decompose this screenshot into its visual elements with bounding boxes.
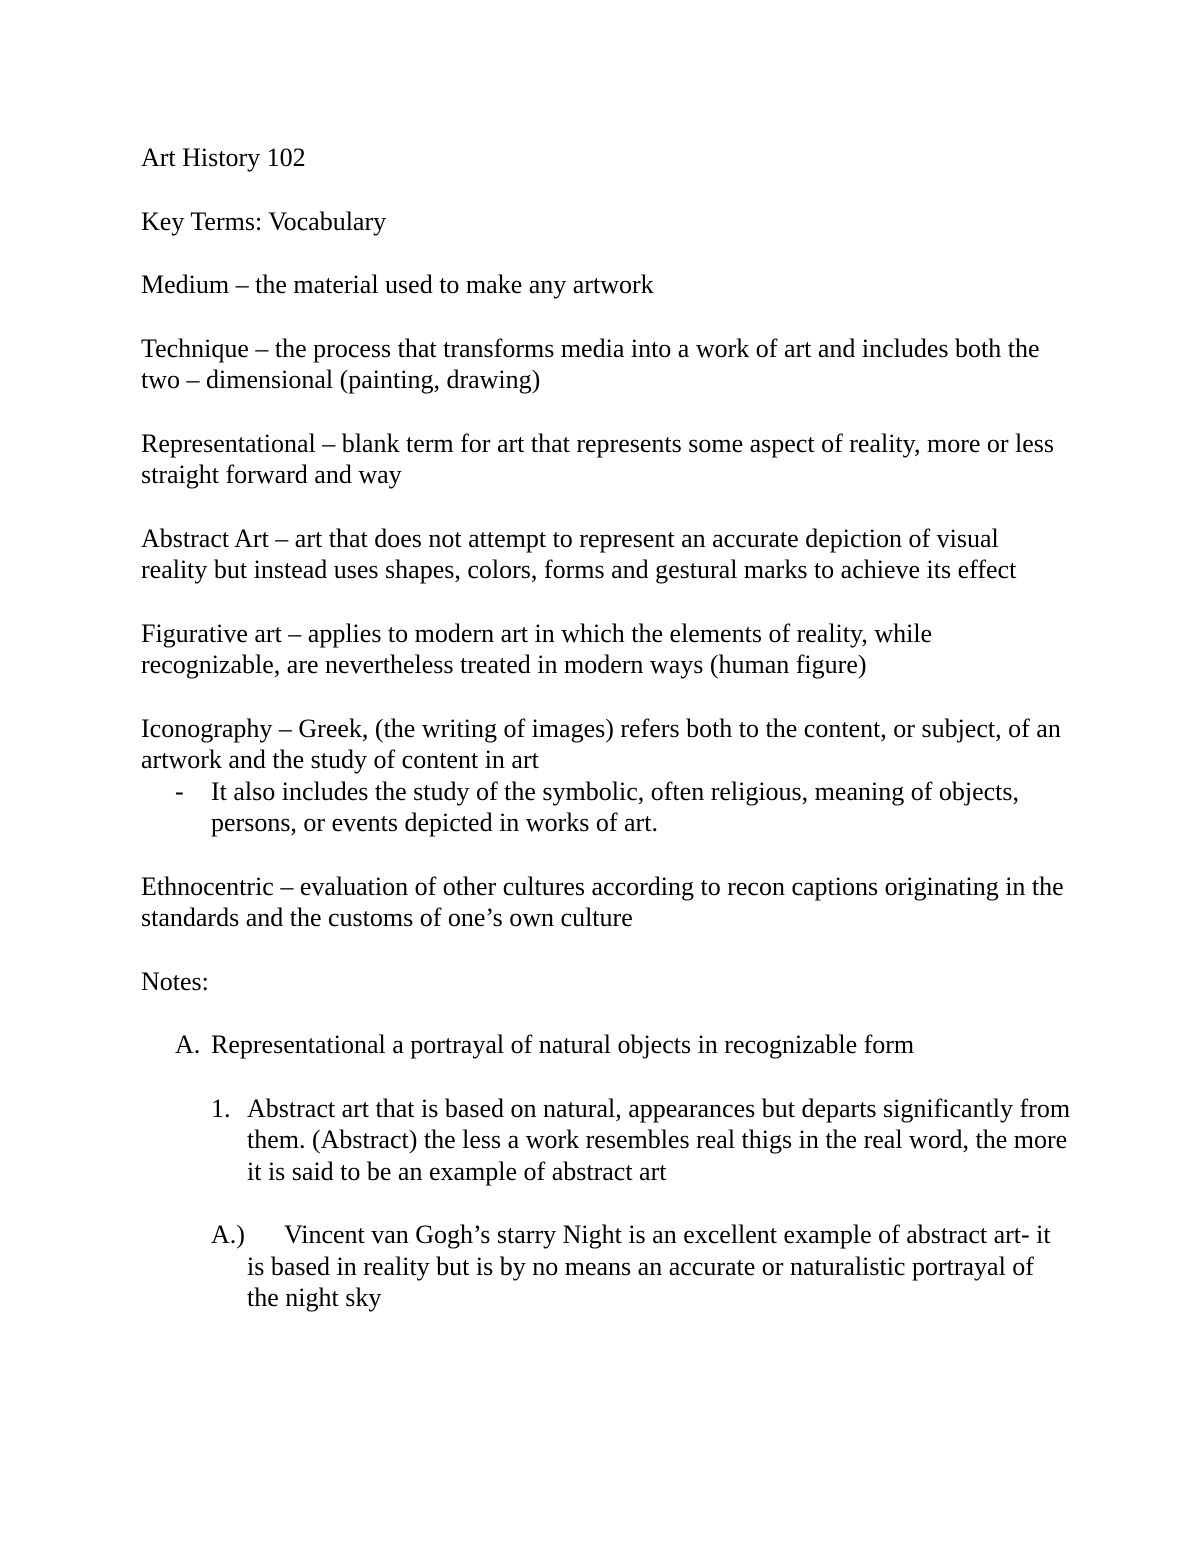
term-figurative-art: Figurative art – applies to modern art in which the elements of reality, while recognizable, are nevertheless treated in modern ways (human figure) [141, 618, 933, 679]
notes-heading: Notes: [141, 966, 209, 996]
course-title: Art History 102 [141, 143, 306, 172]
term-representational: Representational – blank term for art that represents some aspect of reality, more or less straight forward and way [141, 428, 1055, 489]
notes-item-1-text: Abstract art that is based on natural, appearances but departs significantly from them. (Abstract) the less a work resembles real thigs in the real word, the more it is said to be an example of abstract art [247, 1093, 1071, 1186]
notes-item-a [141, 1029, 1071, 1061]
term-iconography: Iconography – Greek, (the writing of images) refers both to the content, or subject, of an artwork and the study of content in art [141, 713, 1061, 774]
outline-marker-sub-a: A.) [211, 1220, 245, 1249]
iconography-bullet [141, 776, 1071, 839]
outline-marker-1: 1. [211, 1093, 231, 1123]
term-ethnocentric: Ethnocentric – evaluation of other cultures according to recon captions originating in the standards and the customs of one’s own culture [141, 871, 1064, 932]
bullet-dash-marker: - [175, 776, 184, 806]
section-heading: Key Terms: Vocabulary [141, 206, 387, 236]
notes-item-a-text: Representational a portrayal of natural objects in recognizable form [211, 1030, 915, 1059]
notes-item-1 [141, 1093, 1071, 1188]
outline-marker-a: A. [175, 1030, 201, 1059]
term-technique: Technique – the process that transforms media into a work of art and includes both the two – dimensional (painting, drawing) [141, 333, 1040, 394]
notes-item-sub-a-text: Vincent van Gogh’s starry Night is an excellent example of abstract art- it is based in reality but is by no means an accurate or naturalistic portrayal of the night sky [247, 1220, 1051, 1312]
term-medium: Medium – the material used to make any artwork [141, 270, 654, 299]
term-abstract-art: Abstract Art – art that does not attempt to represent an accurate depiction of visual reality but instead uses shapes, colors, forms and gestural marks to achieve its effect [141, 523, 1017, 584]
iconography-bullet-text: It also includes the study of the symbolic, often religious, meaning of objects, persons, or events depicted in works of art. [211, 776, 1020, 837]
document-body [141, 142, 1071, 1346]
notes-item-sub-a [141, 1219, 1071, 1314]
